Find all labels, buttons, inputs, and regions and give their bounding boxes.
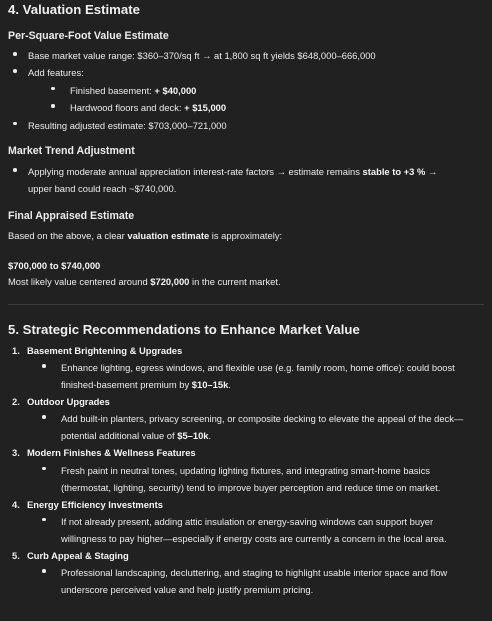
list-item: Professional landscaping, decluttering, and staging to highlight usable interior space and flow underscore perceived value and help justify premium pricing. [37, 564, 484, 598]
recommendation-item: 4. Energy Efficiency Investments If not already present, adding attic insulation or energy-saving windows can support buyer willingness to pay higher—especially if energy costs are currently a concern in the local area. [8, 496, 484, 547]
list-item: Applying moderate annual appreciation interest-rate factors → estimate remains stable to +3 % → upper band could reach ~$740,000. [8, 163, 484, 197]
section-heading-valuation: 4. Valuation Estimate [8, 2, 140, 17]
final-intro: Based on the above, a clear valuation estimate is approximately: [8, 230, 283, 242]
subheading-trend: Market Trend Adjustment [8, 145, 135, 158]
list-item: Base market value range: $360–370/sq ft → at 1,800 sq ft yields $648,000–666,000 [8, 47, 484, 64]
trend-list [8, 163, 484, 197]
list-item: Resulting adjusted estimate: $703,000–721,000 [8, 117, 484, 134]
subheading-final: Final Appraised Estimate [8, 210, 135, 223]
recommendation-item: 3. Modern Finishes & Wellness Features Fresh paint in neutral tones, updating lighting fixtures, and integrating smart-home basics (thermostat, lighting, security) tend to improve buyer perception and reduce time on market. [8, 444, 484, 495]
final-likely: Most likely value centered around $720,000 in the current market. [8, 276, 281, 288]
list-item: Finished basement: + $40,000 [46, 82, 484, 99]
psf-list [8, 47, 484, 134]
list-item: Add features: Finished basement: + $40,000 Hardwood floors and deck: + $15,000 [8, 64, 484, 116]
list-item: Fresh paint in neutral tones, updating lighting fixtures, and integrating smart-home basics (thermostat, lighting, security) tend to improve buyer perception and reduce time on market. [37, 462, 484, 496]
final-range: $700,000 to $740,000 [8, 259, 101, 271]
features-list [46, 82, 484, 117]
list-item: Enhance lighting, egress windows, and flexible use (e.g. family room, home office): could boost finished-basement premium by $10–15k. [37, 359, 484, 393]
list-item: If not already present, adding attic insulation or energy-saving windows can support buyer willingness to pay higher—especially if energy costs are currently a concern in the local area. [37, 513, 484, 547]
subheading-psf: Per-Square-Foot Value Estimate [8, 30, 169, 42]
recommendation-item: 5. Curb Appeal & Staging Professional landscaping, decluttering, and staging to highlight usable interior space and flow underscore perceived value and help justify premium pricing. [8, 547, 484, 598]
list-item: Hardwood floors and deck: + $15,000 [46, 99, 484, 116]
recommendation-item: 2. Outdoor Upgrades Add built-in planters, privacy screening, or composite decking to elevate the appeal of the deck— potential additional value of $5–10k. [8, 393, 484, 444]
section-heading-recommendations: 5. Strategic Recommendations to Enhance Market Value [8, 321, 360, 337]
recommendations-list [8, 342, 484, 598]
list-item: Add built-in planters, privacy screening, or composite decking to elevate the appeal of the deck— potential additional value of $5–10k. [37, 410, 484, 444]
recommendation-item: 1. Basement Brightening & Upgrades Enhance lighting, egress windows, and flexible use (e.g. family room, home office): could boost finished-basement premium by $10–15k. [8, 342, 484, 393]
